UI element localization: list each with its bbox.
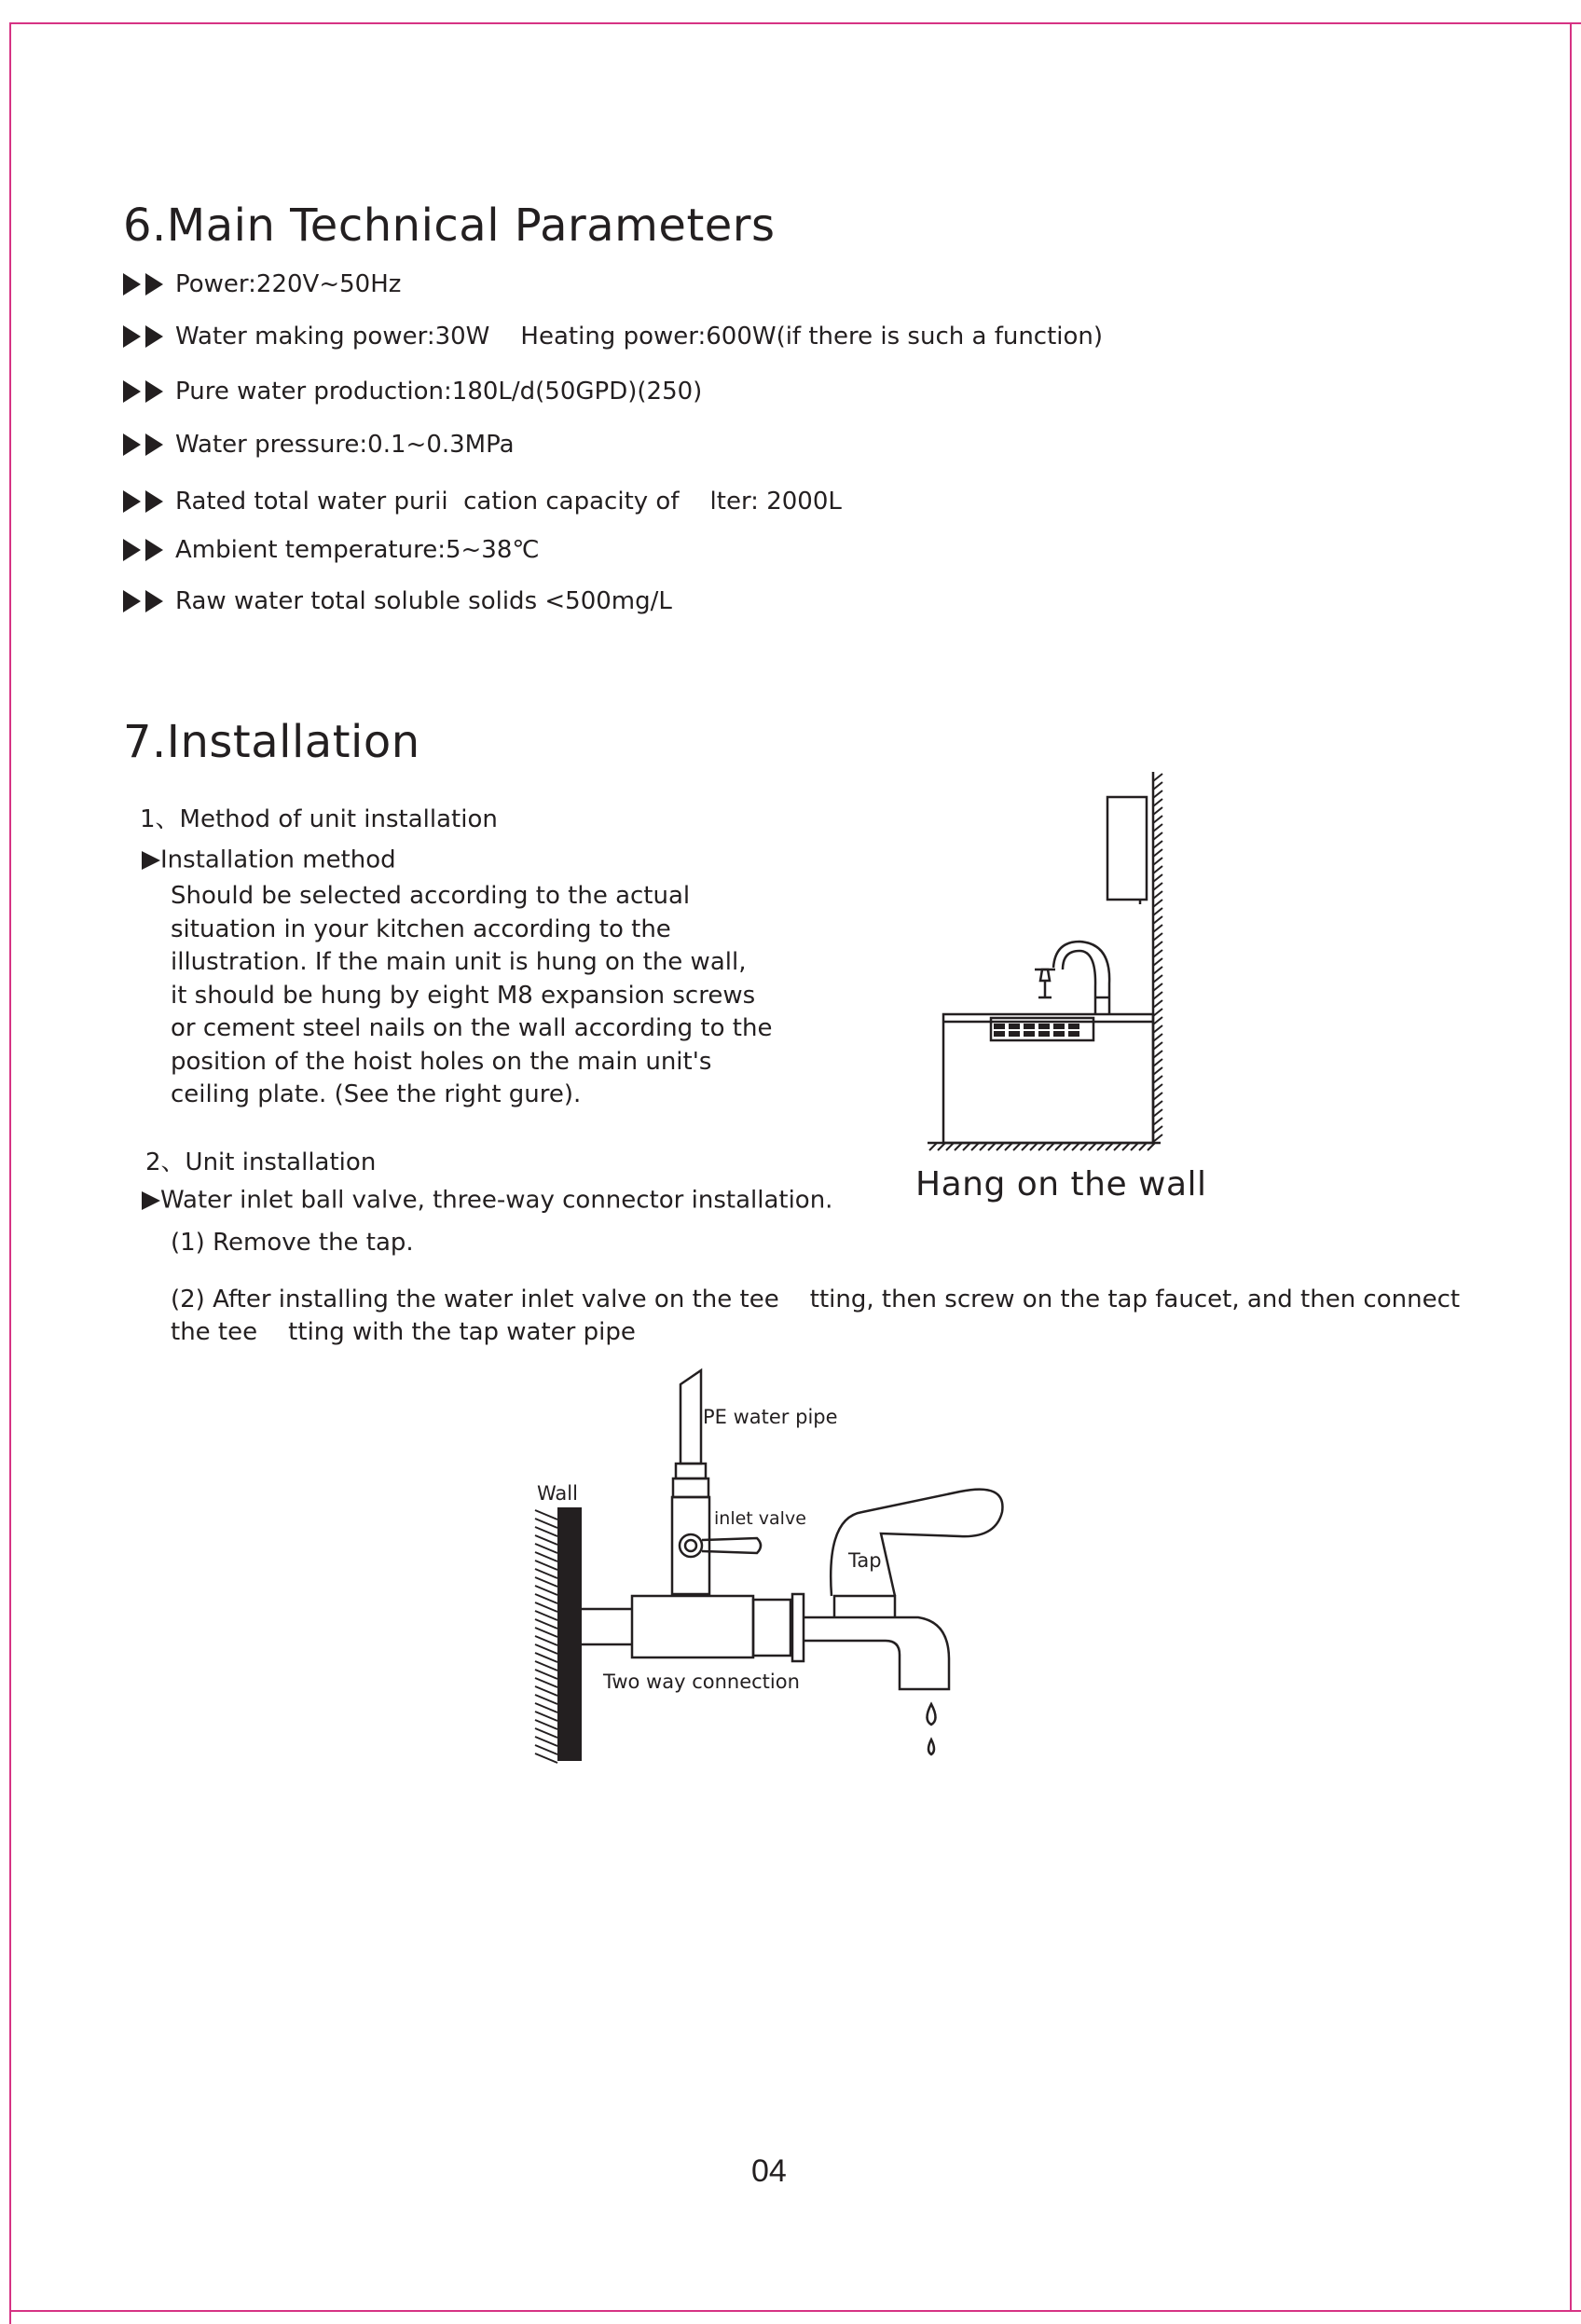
double-arrow-icon bbox=[145, 433, 163, 456]
arrow-icon bbox=[142, 851, 160, 870]
frame-right-line bbox=[1570, 22, 1572, 2311]
param-item: Ambient temperature:5~38℃ bbox=[123, 533, 540, 565]
inlet-valve-label: inlet valve bbox=[714, 1508, 806, 1529]
pe-pipe-label: PE water pipe bbox=[703, 1406, 838, 1428]
double-arrow-icon bbox=[123, 325, 141, 348]
param-item: Water pressure:0.1~0.3MPa bbox=[123, 428, 515, 460]
step-2-line1: (2) After installing the water inlet valve on the tee tting, then screw on the tap faucet, and then connect bbox=[171, 1286, 1461, 1313]
subsection1-method: Installation method bbox=[142, 844, 396, 876]
page-number: 04 bbox=[751, 2153, 787, 2189]
double-arrow-icon bbox=[145, 539, 163, 561]
double-arrow-icon bbox=[123, 273, 141, 296]
double-arrow-icon bbox=[123, 380, 141, 403]
param-item: Rated total water purii cation capacity of lter: 2000L bbox=[123, 485, 842, 516]
step-2-line2: the tee tting with the tap water pipe bbox=[171, 1318, 636, 1346]
double-arrow-icon bbox=[145, 590, 163, 612]
subsection2-heading: 2、Unit installation bbox=[145, 1148, 377, 1176]
frame-bottom-line bbox=[9, 2310, 1581, 2312]
double-arrow-icon bbox=[123, 433, 141, 456]
wall-label: Wall bbox=[537, 1482, 578, 1505]
section6-title: 6.Main Technical Parameters bbox=[123, 199, 776, 252]
installation-paragraph: Should be selected according to the actual situation in your kitchen according to the illustration. If the main unit is hung on the wall, it should be hung by eight M8 expansion screws or cement steel nails on the wall according to the position of the hoist holes on the main unit's ceiling plate. (See the right gure). bbox=[171, 882, 773, 1108]
section7-title: 7.Installation bbox=[123, 716, 420, 768]
double-arrow-icon bbox=[123, 490, 141, 513]
step-1: (1) Remove the tap. bbox=[171, 1229, 414, 1257]
wall-block bbox=[557, 1507, 582, 1761]
arrow-icon bbox=[142, 1191, 160, 1210]
param-item: Power:220V~50Hz bbox=[123, 268, 401, 299]
frame-left-line bbox=[9, 22, 11, 2324]
param-item: Water making power:30W Heating power:600W(if there is such a function) bbox=[123, 320, 1103, 351]
hang-on-wall-figure bbox=[923, 764, 1184, 1156]
tap-label: Tap bbox=[848, 1549, 882, 1572]
connection-label: Two way connection bbox=[603, 1671, 800, 1693]
figure1-caption: Hang on the wall bbox=[915, 1165, 1207, 1203]
double-arrow-icon bbox=[145, 490, 163, 513]
double-arrow-icon bbox=[145, 380, 163, 403]
double-arrow-icon bbox=[145, 325, 163, 348]
subsection1-heading: 1、Method of unit installation bbox=[140, 805, 498, 833]
param-item: Raw water total soluble solids <500mg/L bbox=[123, 584, 672, 616]
double-arrow-icon bbox=[123, 539, 141, 561]
subsection2-method: Water inlet ball valve, three-way connector installation. bbox=[142, 1184, 832, 1217]
double-arrow-icon bbox=[145, 273, 163, 296]
double-arrow-icon bbox=[123, 590, 141, 612]
frame-top-line bbox=[9, 22, 1581, 24]
param-item: Pure water production:180L/d(50GPD)(250) bbox=[123, 375, 702, 406]
